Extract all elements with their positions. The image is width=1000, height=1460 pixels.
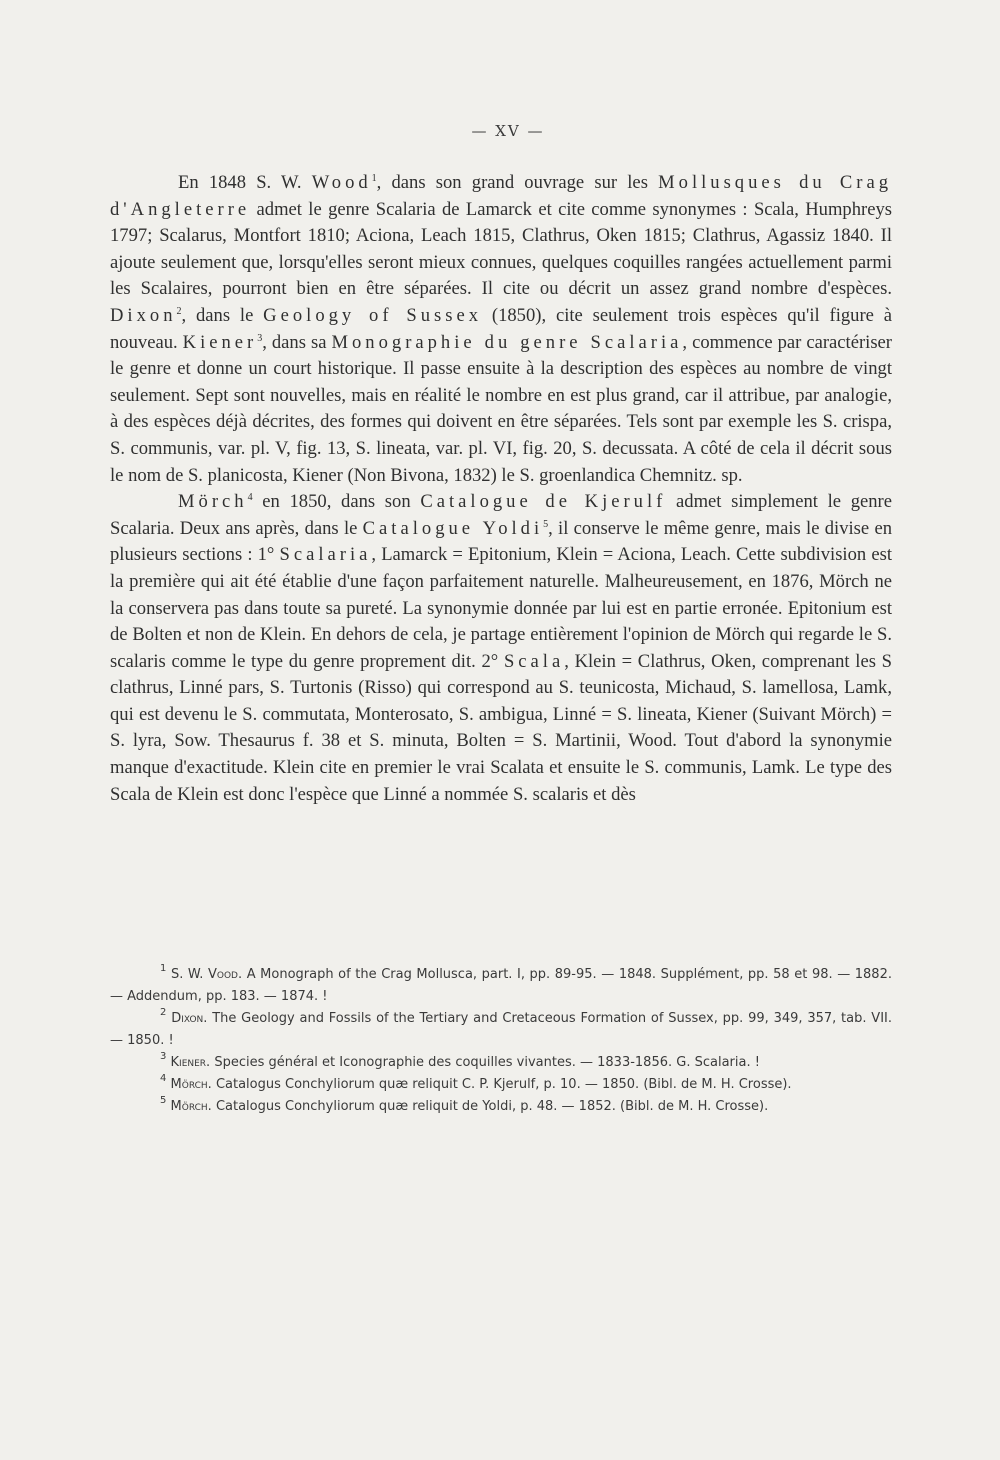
footnote: $^4$ Mörch. Catalogus Conchyliorum quæ reliquit C. P. Kjerulf, p. 10. — 1850. (Bibl. de M. H. Crosse). <box>160 1073 792 1092</box>
footnote-ref-5[interactable]: 5 <box>543 518 549 530</box>
author-dixon: Dixon <box>110 304 177 326</box>
section-scala: Scala <box>503 650 565 672</box>
footnote-ref-2[interactable]: 2 <box>176 305 182 317</box>
footnote-ref-1[interactable]: 1 <box>371 173 377 184</box>
work-title-catalogue-yoldi: Catalogue Yoldi <box>362 517 544 539</box>
work-title-catalogue-kjerulf: Catalogue de Kjerulf <box>420 491 667 513</box>
author-morch: Mörch <box>178 491 248 513</box>
section-scalaria: Scalaria <box>279 544 372 566</box>
footnote-ref-3[interactable]: 3 <box>257 332 263 344</box>
page-number: — XV — <box>471 122 545 140</box>
footnote: $^3$ Kiener. Species général et Iconographie des coquilles vivantes. — 1833-1856. G. Scalaria. ! <box>160 1051 760 1070</box>
footnotes <box>110 964 892 1118</box>
footnote: $^1$ S. W. Vood. A Monograph of the Crag Mollusca, part. I, pp. 89-95. — 1848. Supplément, pp. 58 et 98. — 1882. — Addendum, pp. 183. — 1874. ! <box>110 963 892 1004</box>
body-text <box>110 170 892 808</box>
footnote: $^2$ Dixon. The Geology and Fossils of the Tertiary and Cretaceous Formation of Sussex, pp. 99, 349, 357, tab. VII. — 1850. ! <box>110 1007 892 1048</box>
paragraph-2: Mörch$^4$ en 1850, dans son Catalogue de Kjerulf admet simplement le genre Scalaria. Deux ans après, dans le Catalogue Yoldi$^5$, il conserve le même genre, mais le divise en plusieurs sections : 1° Scalaria, Lamarck = Epitonium, Klein = Aciona, Leach. Cette subdivision est la première qui ait été établie d'une façon parfaitement naturelle. Malheureusement, en 1876, Mörch ne la conservera pas dans toute sa pureté. La synonymie donnée par lui est en partie erronée. Epitonium est de Bolten et non de Klein. En dehors de cela, je partage entièrement l'opinion de Mörch qui regarde le S. scalaris comme le type du genre proprement dit. 2° Scala, Klein = Clathrus, Oken, comprenant les S clathrus, Linné pars, S. Turtonis (Risso) qui correspond au S. teunicosta, Michaud, S. lamellosa, Lamk, qui est devenu le S. commutata, Monterosato, S. ambigua, Linné = S. lineata, Kiener (Suivant Mörch) = S. lyra, Sow. Thesaurus f. 38 et S. minuta, Bolten = S. Martinii, Wood. Tout d'abord la synonymie manque d'exactitude. Klein cite en premier le vrai Scalata et ensuite le S. communis, Lamk. Le type des Scala de Klein est donc l'espèce que Linné a nommée S. scalaris et dès <box>110 491 893 805</box>
work-title-geology: Geology of Sussex <box>263 304 483 326</box>
author-kiener: Kiener <box>182 331 258 353</box>
work-title-monographie: Monographie du genre Scalaria <box>331 331 683 353</box>
footnote: $^5$ Mörch. Catalogus Conchyliorum quæ reliquit de Yoldi, p. 48. — 1852. (Bibl. de M. H. Crosse). <box>160 1095 769 1114</box>
paragraph-1: En 1848 S. W. Wood$^1$, dans son grand ouvrage sur les Mollusques du Crag d'Angleterre admet le genre Scalaria de Lamarck et cite comme synonymes : Scala, Humphreys 1797; Scalarus, Montfort 1810; Aciona, Leach 1815, Clathrus, Oken 1815; Clathrus, Agassiz 1840. Il ajoute seulement que, lorsqu'elles seront mieux connues, quelques coquilles rangées actuellement parmi les Scalaires, pourront bien en être séparées. Il cite ou décrit un assez grand nombre d'espèces. Dixon$^2$, dans le Geology of Sussex (1850), cite seulement trois espèces qu'il figure à nouveau. Kiener$^3$, dans sa Monographie du genre Scalaria, commence par caractériser le genre et donne un court historique. Il passe ensuite à la description des espèces au nombre de vingt seulement. Sept sont nouvelles, mais en réalité le nombre en est plus grand, car il attribue, par analogie, à des espèces déjà décrites, des formes qui doivent en être séparées. Tels sont par exemple les S. crispa, S. communis, var. pl. V, fig. 13, S. lineata, var. pl. VI, fig. 20, S. decussata. A côté de cela il décrit sous le nom de S. planicosta, Kiener (Non Bivona, 1832) le S. groenlandica Chemnitz. sp. <box>110 172 893 486</box>
work-title-mollusques: Mollusques du Crag d'Angleterre <box>110 172 892 220</box>
footnote-ref-4[interactable]: 4 <box>247 492 253 504</box>
author-wood: Wood <box>311 172 372 193</box>
